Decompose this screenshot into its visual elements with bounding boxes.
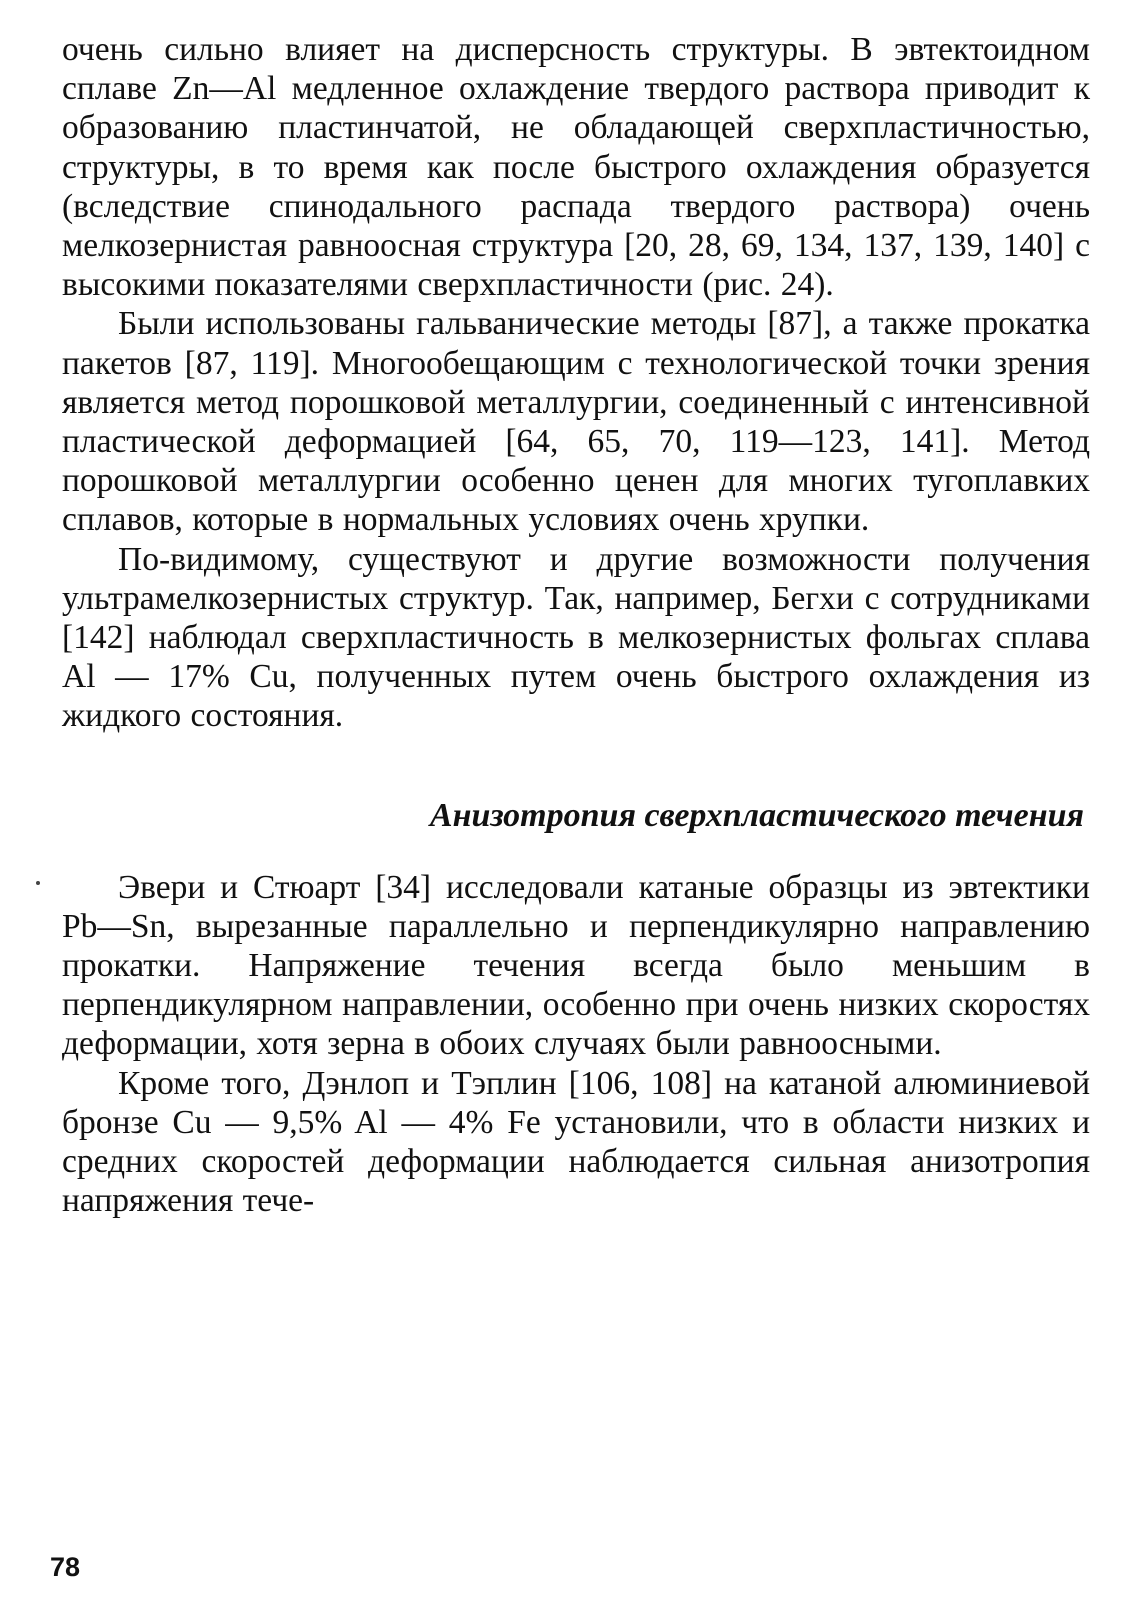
page-number: 78 — [50, 1552, 81, 1582]
paragraph-avery-stuart: Эвери и Стюарт [34] исследовали катаные образцы из эвтектики Pb—Sn, вырезанные параллельно и перпендикулярно направлению прокатки. Напряжение течения всегда было меньшим в перпендикулярном направлении, особенно при очень низких скоростях деформации, хотя зерна в обоих случаях были равноосными. — [62, 868, 1090, 1063]
paragraph-dispersity: очень сильно влияет на дисперсность структуры. В эвтектоидном сплаве Zn—Al медленное охлаждение твердого раствора приводит к образованию пластинчатой, не обладающей сверхпластичностью, структуры, в то время как после быстрого охлаждения образуется (вследствие спинодального распада твердого раствора) очень мелкозернистая равноосная структура [20, 28, 69, 134, 137, 139, 140] с высокими показателями сверхпластичности (рис. 24). — [62, 31, 1090, 304]
paragraph-methods: Были использованы гальванические методы [87], а также прокатка пакетов [87, 119]. Многообещающим с технологической точки зрения является метод порошковой металлургии, соединенный с интенсивной пластической деформацией [64, 65, 70, 119—123, 141]. Метод порошковой металлургии особенно ценен для многих тугоплавких сплавов, которые в нормальных условиях очень хрупки. — [62, 305, 1090, 539]
paragraph-ultrafine-structures: По-видимому, существуют и другие возможности получения ультрамелкозернистых структур. Так, например, Бегхи с сотрудниками [142] наблюдал сверхпластичность в мелкозернистых фольгах сплава Al — 17% Cu, полученных путем очень быстрого охлаждения из жидкого состояния. — [62, 540, 1090, 735]
paragraph-dunlop-taplin: Кроме того, Дэнлоп и Тэплин [106, 108] на катаной алюминиевой бронзе Cu — 9,5% Al — 4% Fe установили, что в области низких и средних скоростей деформации наблюдается сильная анизотропия напряжения тече- — [62, 1064, 1090, 1220]
margin-speck — [36, 881, 40, 885]
book-page — [62, 30, 1090, 1220]
section-heading: Анизотропия сверхпластического течения — [429, 796, 1084, 834]
